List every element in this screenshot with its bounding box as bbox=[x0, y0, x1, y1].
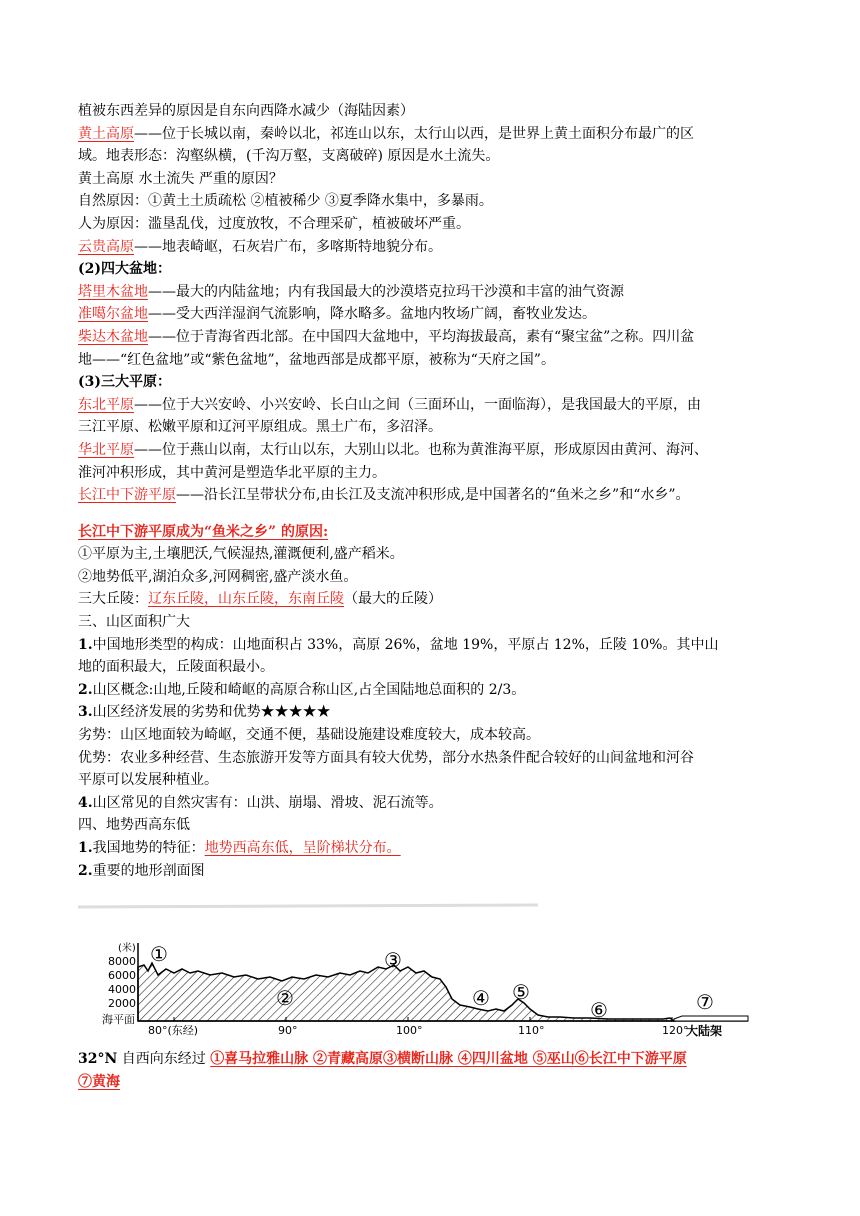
y-axis-unit: (米) bbox=[118, 943, 136, 954]
marker-6: ⑥ bbox=[590, 998, 608, 1022]
text-line: 域。地表形态：沟壑纵横，(千沟万壑，支离破碎) 原因是水土流失。 bbox=[78, 148, 500, 165]
x-tick: 90° bbox=[278, 1024, 298, 1037]
marker-5: ⑤ bbox=[512, 980, 530, 1004]
term-qaidam-basin: 柴达木盆地 bbox=[78, 328, 148, 345]
text-line: 地的面积最大，丘陵面积最小。 bbox=[78, 659, 274, 676]
document-body bbox=[78, 100, 790, 882]
text-line: 劣势：山区地面较为崎岖，交通不便，基础设施建设难度较大，成本较高。 bbox=[78, 727, 540, 744]
caption-highlight: ①喜马拉雅山脉 ②青藏高原③横断山脉 ④四川盆地 ⑤巫山⑥长江中下游平原 bbox=[210, 1051, 687, 1067]
section-heading: (3)三大平原： bbox=[78, 374, 171, 391]
marker-4: ④ bbox=[472, 986, 490, 1010]
terrain-profile-diagram bbox=[78, 895, 778, 1045]
text-line: ②地势低平,湖泊众多,河网稠密,盛产淡水鱼。 bbox=[78, 568, 358, 585]
term-tarim-basin: 塔里木盆地 bbox=[78, 283, 148, 300]
term-north-china-plain: 华北平原 bbox=[78, 441, 134, 458]
text-line: 三大丘陵：辽东丘陵，山东丘陵，东南丘陵（最大的丘陵） bbox=[78, 591, 442, 608]
text-line: 准噶尔盆地——受大西洋湿润气流影响，降水略多。盆地内牧场广阔，畜牧业发达。 bbox=[78, 306, 596, 323]
text-line: 2.重要的地形剖面图 bbox=[78, 862, 205, 879]
term-yungui-plateau: 云贵高原 bbox=[78, 238, 134, 255]
y-tick: 6000 bbox=[108, 969, 136, 982]
y-tick: 海平面 bbox=[102, 1013, 135, 1026]
marker-1: ① bbox=[150, 942, 168, 966]
text-line: 黄土高原——位于长城以南，秦岭以北，祁连山以东，太行山以西，是世界上黄土面积分布最广的区 bbox=[78, 125, 694, 142]
text-line: 东北平原——位于大兴安岭、小兴安岭、长白山之间（三面环山，一面临海），是我国最大的平原，由 bbox=[78, 396, 701, 413]
diagram-caption: 32°N 自西向东经过 ①喜马拉雅山脉 ②青藏高原③横断山脉 ④四川盆地 ⑤巫山⑥长江中下游平原 ⑦黄海 bbox=[78, 1051, 687, 1090]
text-line: 华北平原——位于燕山以南，太行山以东，大别山以北。也称为黄淮海平原，形成原因由黄河、海河、 bbox=[78, 441, 708, 458]
section-heading: 四、地势西高东低 bbox=[78, 817, 190, 834]
text-line: ①平原为主,土壤肥沃,气候湿热,灌溉便利,盛产稻米。 bbox=[78, 546, 404, 563]
text-line: 塔里木盆地——最大的内陆盆地；内有我国最大的沙漠塔克拉玛干沙漠和丰富的油气资源 bbox=[78, 283, 624, 300]
marker-3: ③ bbox=[384, 948, 402, 972]
term-loess-plateau: 黄土高原 bbox=[78, 125, 134, 142]
text-line: 淮河冲积形成，其中黄河是塑造华北平原的主力。 bbox=[78, 464, 386, 481]
marker-2: ② bbox=[276, 986, 294, 1010]
term-yangtze-plain: 长江中下游平原 bbox=[78, 487, 176, 504]
x-tick: 110° bbox=[518, 1024, 545, 1037]
y-tick: 4000 bbox=[108, 983, 136, 996]
text-line: 自然原因：①黄土土质疏松 ②植被稀少 ③夏季降水集中，多暴雨。 bbox=[78, 193, 493, 210]
term-northeast-plain: 东北平原 bbox=[78, 396, 134, 413]
text-line: 长江中下游平原——沿长江呈带状分布,由长江及支流冲积形成,是中国著名的“鱼米之乡”和“水乡”。 bbox=[78, 487, 690, 504]
caption-highlight: ⑦黄海 bbox=[78, 1074, 120, 1090]
text-line: 地——“红色盆地”或“紫色盆地”，盆地西部是成都平原，被称为“天府之国”。 bbox=[78, 351, 555, 368]
marker-7: ⑦ bbox=[696, 990, 714, 1014]
term-junggar-basin: 准噶尔盆地 bbox=[78, 306, 148, 323]
text-line: 1.中国地形类型的构成：山地面积占 33%，高原 26%，盆地 19%，平原占 12%，丘陵 10%。其中山 bbox=[78, 636, 719, 653]
x-tick: 120° bbox=[662, 1024, 689, 1037]
y-tick: 2000 bbox=[108, 997, 136, 1010]
reason-heading: 长江中下游平原成为“鱼米之乡” 的原因: bbox=[78, 523, 329, 540]
terrain-feature-highlight: 地势西高东低，呈阶梯状分布。 bbox=[204, 840, 401, 856]
text-line: 黄土高原 水土流失 严重的原因？ bbox=[78, 170, 283, 187]
text-line: 平原可以发展种植业。 bbox=[78, 772, 218, 789]
text-line: 柴达木盆地——位于青海省西北部。在中国四大盆地中，平均海拔最高，素有“聚宝盆”之称。四川盆 bbox=[78, 328, 695, 345]
x-tick: 100° bbox=[396, 1024, 423, 1037]
x-tick: 80°(东经) bbox=[148, 1024, 199, 1037]
text-line: 2.山区概念:山地,丘陵和崎岖的高原合称山区,占全国陆地总面积的 2/3。 bbox=[78, 681, 526, 698]
continental-shelf-label: 大陆架 bbox=[686, 1024, 723, 1038]
three-hills-highlight: 辽东丘陵，山东丘陵，东南丘陵 bbox=[148, 591, 344, 608]
section-heading: 三、山区面积广大 bbox=[78, 614, 190, 631]
section-heading: (2)四大盆地： bbox=[78, 261, 171, 278]
text-line: 优势：农业多种经营、生态旅游开发等方面具有较大优势，部分水热条件配合较好的山间盆地和河谷 bbox=[78, 749, 694, 766]
text-line: 云贵高原——地表崎岖，石灰岩广布，多喀斯特地貌分布。 bbox=[78, 238, 442, 255]
text-line: 1.我国地势的特征：地势西高东低，呈阶梯状分布。 bbox=[78, 840, 401, 856]
text-line: 植被东西差异的原因是自东向西降水减少（海陆因素） bbox=[78, 103, 414, 119]
text-line: 三江平原、松嫩平原和辽河平原组成。黑土广布，多沼泽。 bbox=[78, 419, 442, 436]
y-tick: 8000 bbox=[108, 955, 136, 968]
text-line: 4.山区常见的自然灾害有：山洪、崩塌、滑坡、泥石流等。 bbox=[78, 794, 443, 811]
text-line: 3.山区经济发展的劣势和优势★★★★★ bbox=[78, 704, 331, 721]
text-line: 人为原因：滥垦乱伐，过度放牧，不合理采矿，植被破坏严重。 bbox=[78, 215, 470, 232]
